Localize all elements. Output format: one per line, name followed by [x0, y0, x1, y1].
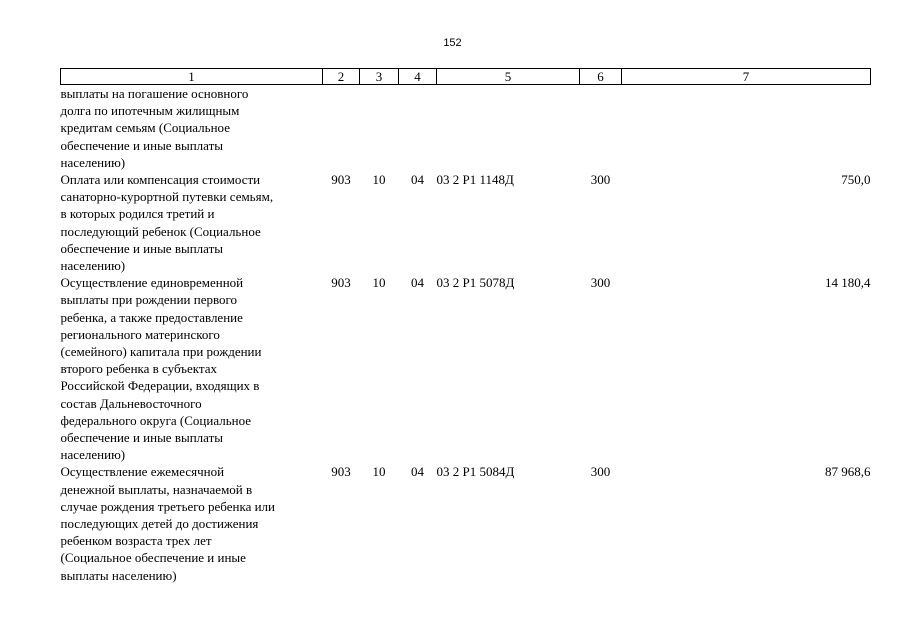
expense-type-code: [580, 85, 622, 172]
description-line: денежной выплаты, назначаемой в: [60, 481, 253, 497]
column-header-6: 6: [580, 69, 622, 85]
amount-value: 87 968,6: [825, 464, 871, 480]
description-line: долга по ипотечным жилищным: [60, 103, 240, 119]
description-line: (Социальное обеспечение и иные: [60, 550, 246, 566]
description-line: выплаты на погашение основного: [60, 86, 249, 101]
header-row: [61, 69, 871, 85]
row-description: [61, 274, 323, 463]
budget-table: [60, 68, 871, 584]
description-line: обеспечение и иные выплаты: [60, 240, 223, 256]
ministry-code: 903: [331, 172, 351, 188]
description-line: выплаты населению): [60, 567, 177, 583]
description-line: последующих детей до достижения: [60, 516, 259, 532]
subsection-code: 04: [411, 275, 424, 291]
column-header-3: 3: [360, 69, 399, 85]
description-line: населению): [60, 258, 126, 274]
description-line: регионального материнского: [60, 326, 220, 342]
description-line: обеспечение и иные выплаты: [60, 430, 223, 446]
column-header-5: 5: [437, 69, 580, 85]
table-row: [61, 274, 871, 463]
description-line: кредитам семьям (Социальное: [60, 120, 230, 136]
target-article-code: [437, 85, 580, 172]
section-code: 10: [372, 172, 386, 188]
target-article-code: 03 2 P1 1148Д: [436, 172, 514, 188]
row-description: [61, 171, 323, 274]
description-line: Российской Федерации, входящих в: [60, 378, 260, 394]
column-header-7: 7: [622, 69, 871, 85]
row-description: [61, 463, 323, 583]
amount-value: 14 180,4: [825, 275, 871, 291]
description-line: населению): [60, 154, 126, 170]
description-line: населению): [60, 447, 126, 463]
page-number: 152: [443, 37, 462, 49]
column-header-4: 4: [399, 69, 437, 85]
description-line: ребенком возраста трех лет: [60, 533, 212, 549]
description-line: последующий ребенок (Социальное: [60, 223, 261, 239]
column-header-2: 2: [323, 69, 360, 85]
table-body: [61, 85, 871, 584]
description-line: обеспечение и иные выплаты: [60, 137, 223, 153]
section-code: 10: [372, 464, 386, 480]
amount-value: 750,0: [841, 172, 871, 188]
target-article-code: 03 2 P1 5084Д: [436, 464, 515, 480]
subsection-code: 04: [411, 464, 424, 480]
subsection-code: [399, 85, 437, 172]
expense-type-code: 300: [590, 275, 611, 291]
section-code: 10: [372, 275, 386, 291]
description-line: в которых родился третий и: [60, 206, 215, 222]
table-row: [61, 171, 871, 274]
table-row: [61, 463, 871, 583]
description-line: Осуществление ежемесячной: [60, 464, 225, 480]
column-header-1: 1: [61, 69, 323, 85]
table-row: [61, 85, 871, 172]
description-line: ребенка, а также предоставление: [60, 309, 243, 325]
ministry-code: [323, 85, 360, 172]
amount-value: [622, 85, 871, 172]
section-code: [360, 85, 399, 172]
description-line: санаторно-курортной путевки семьям,: [60, 189, 274, 205]
description-line: федерального округа (Социальное: [60, 412, 252, 428]
ministry-code: 903: [331, 275, 351, 291]
expense-type-code: 300: [590, 464, 611, 480]
row-description: [61, 85, 323, 172]
description-line: случае рождения третьего ребенка или: [60, 498, 275, 514]
subsection-code: 04: [411, 172, 424, 188]
description-line: выплаты при рождении первого: [60, 292, 238, 308]
ministry-code: 903: [331, 464, 351, 480]
expense-type-code: 300: [590, 172, 611, 188]
description-line: (семейного) капитала при рождении: [60, 344, 262, 360]
target-article-code: 03 2 P1 5078Д: [436, 275, 515, 291]
description-line: Оплата или компенсация стоимости: [60, 172, 261, 188]
description-line: Осуществление единовременной: [60, 275, 244, 291]
description-line: второго ребенка в субъектах: [60, 361, 218, 377]
description-line: состав Дальневосточного: [60, 395, 202, 411]
